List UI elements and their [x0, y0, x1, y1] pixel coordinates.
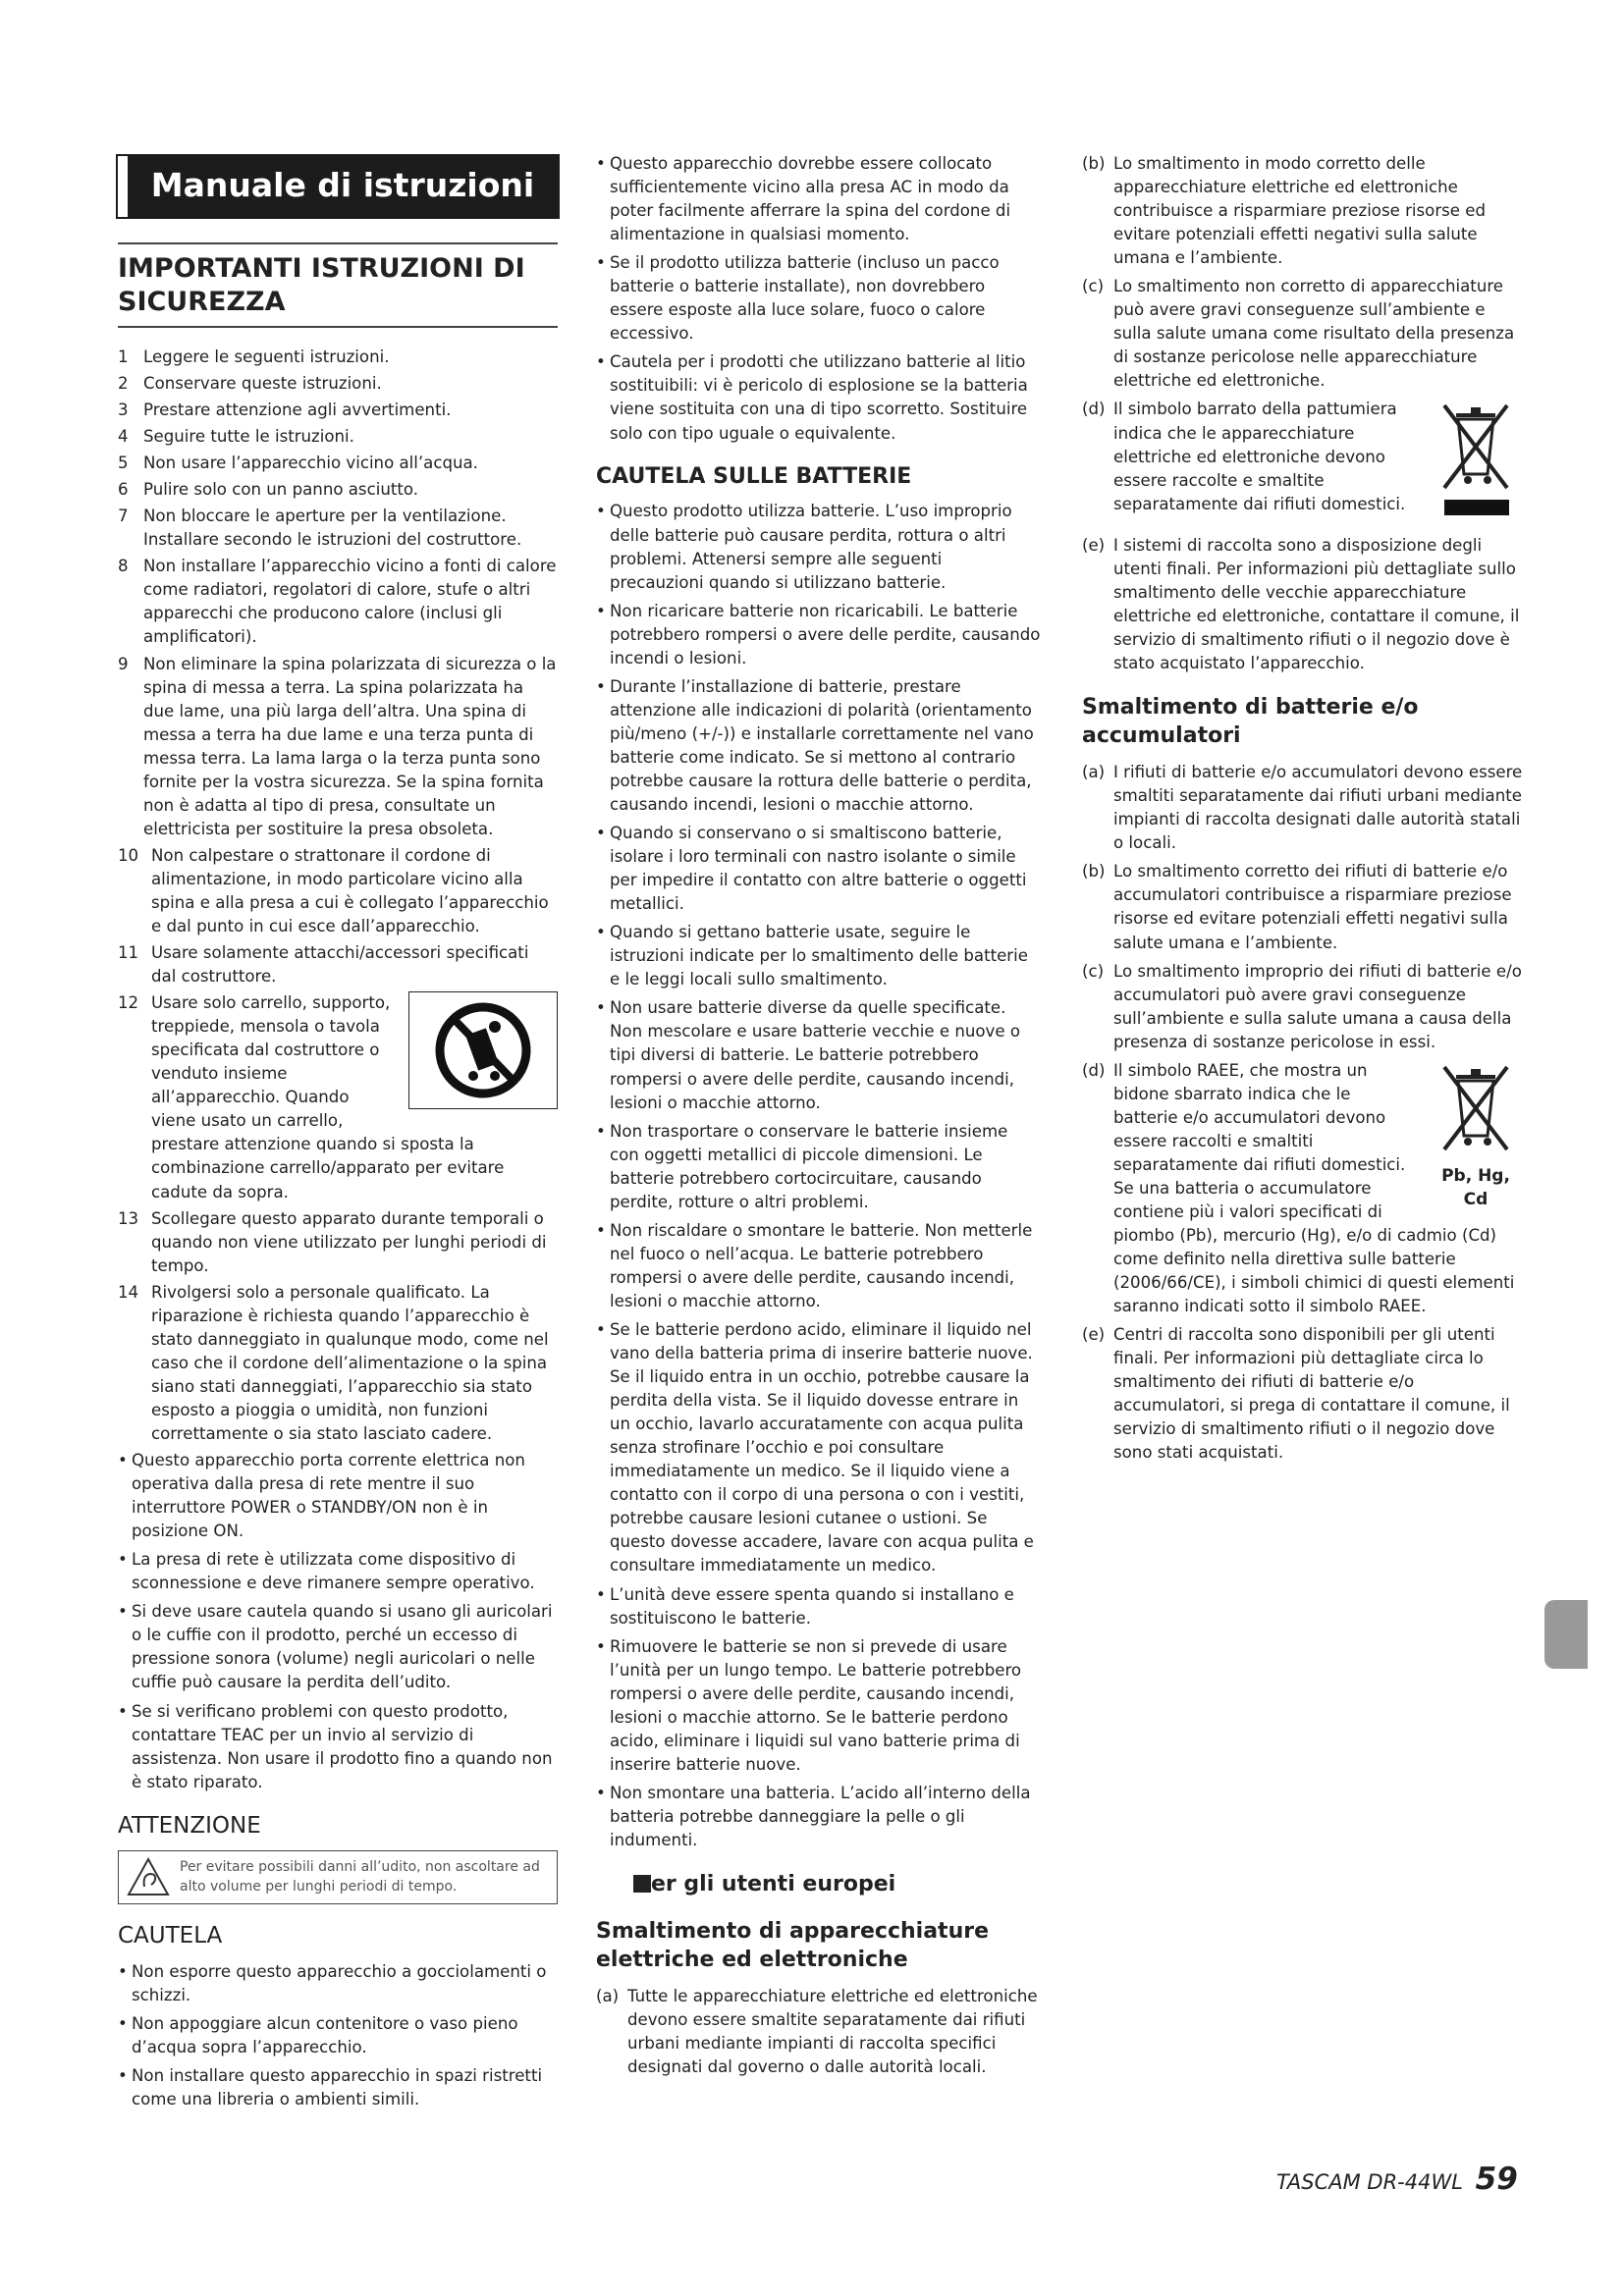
list-item: (b) Lo smaltimento corretto dei rifiuti di batterie e/o accumulatori contribuisce a risparmiare preziose risorse ed evitare potenziali effetti negativi sulla salute umana e l’ambiente. — [1082, 862, 1512, 952]
list-item: 8 Non installare l’apparecchio vicino a fonti di calore come radiatori, regolatori di calore, stufe o altri apparecchi che producono calore (inclusi gli amplificatori). — [118, 557, 557, 647]
list-item: (e) Centri di raccolta sono disponibili per gli utenti finali. Per informazioni più dettagliate circa lo smaltimento dei rifiuti di batterie e/o accumulatori, si prega di contattare il comune, il servizio di smaltimento rifiuti o il negozio dove sono stati acquistati. — [1082, 1325, 1510, 1463]
list-item: 3 Prestare attenzione agli avvertimenti. — [118, 400, 452, 420]
pb-hg-cd-label: Pb, Hg, Cd — [1441, 1165, 1510, 1210]
numbered-list — [118, 346, 558, 1446]
list-item: • Non esporre questo apparecchio a gocciolamenti o schizzi. — [118, 1961, 547, 2005]
smalt-app-heading: Smaltimento di apparecchiature elettriche ed elettroniche — [596, 1918, 989, 1973]
list-item: • Non installare questo apparecchio in spazi ristretti come una libreria o ambienti simili. — [118, 2066, 543, 2109]
list-item: (a) Tutte le apparecchiature elettriche ed elettroniche devono essere smaltite separatamente dai rifiuti urbani mediante impianti di raccolta specifici designati dal governo o dalle autorità locali. — [596, 1987, 1038, 2077]
list-item: • Quando si gettano batterie usate, seguire le istruzioni indicate per lo smaltimento delle batterie e le leggi locali sullo smaltimento. — [596, 923, 1028, 989]
list-item: • Questo apparecchio porta corrente elettrica non operativa dalla presa di rete mentre il suo interruttore POWER o STANDBY/ON non è in posizione ON. — [118, 1451, 525, 1541]
battery-list — [596, 500, 1041, 1852]
footer-brand: TASCAM DR-44WL — [1276, 2170, 1463, 2194]
batterie-heading: CAUTELA SULLE BATTERIE — [596, 463, 912, 489]
flag-icon — [633, 1875, 651, 1893]
list-item: (a) I rifiuti di batterie e/o accumulatori devono essere smaltiti separatamente dai rifiuti urbani mediante impianti di raccolta designati dalle autorità statali o locali. — [1082, 763, 1523, 853]
list-item: 4 Seguire tutte le istruzioni. — [118, 427, 354, 447]
europei-heading: er gli utenti europei — [633, 1870, 1041, 1899]
list-item: • La presa di rete è utilizzata come dispositivo di sconnessione e deve rimanere sempre operativo. — [118, 1550, 535, 1593]
list-item: 6 Pulire solo con un panno asciutto. — [118, 480, 418, 500]
attenzione-heading: ATTENZIONE — [118, 1812, 261, 1839]
weee-bin-icon — [1432, 398, 1520, 524]
list-item: (c) Lo smaltimento non corretto di apparecchiature può avere gravi conseguenze sull’ambiente e sulla salute umana come risultato della presenza di sostanze pericolose nelle apparecchiature elettriche ed elettroniche. — [1082, 277, 1515, 391]
list-item: 1 Leggere le seguenti istruzioni. — [118, 347, 390, 366]
list-item: • Questo prodotto utilizza batterie. L’uso improprio delle batterie può causare perdita, rottura o altri problemi. Attenersi sempre alle seguenti precauzioni quando si utilizzano batterie. — [596, 502, 1012, 592]
list-item: 11 Usare solamente attacchi/accessori specificati dal costruttore. — [118, 943, 529, 987]
list-item: • Non riscaldare o smontare le batterie. Non metterle nel fuoco o nell’acqua. Le batterie potrebbero rompersi o avere delle perdite, causando incendi, lesioni o macchie attorno. — [596, 1220, 1033, 1310]
list-item: • Si deve usare cautela quando si usano gli auricolari o le cuffie con il prodotto, perché un eccesso di pressione sonora (volume) negli auricolari o nelle cuffie può causare la perdita dell’udito. — [118, 1602, 553, 1692]
list-item: • Non ricaricare batterie non ricaricabili. Le batterie potrebbero rompersi o avere delle perdite, causando incendi o lesioni. — [596, 601, 1041, 667]
list-item: 9 Non eliminare la spina polarizzata di sicurezza o la spina di messa a terra. La spina polarizzata ha due lame, una più larga dell’altra. Una spina di messa a terra ha due lame e una terza punta di messa terra. La lama larga o la terza punta sono fornite per la vostra sicurezza. Se la spina fornita non è adatta al tipo di presa, consultate un elettricista per sostituire la presa obsoleta. — [118, 654, 557, 838]
list-item: • Quando si conservano o si smaltiscono batterie, isolare i loro terminali con nastro isolante o simile per impedire il contatto con altre batterie o oggetti metallici. — [596, 824, 1027, 914]
list-item: 14 Rivolgersi solo a personale qualificato. La riparazione è richiesta quando l’apparecchio è stato danneggiato in qualunque modo, come nel caso che il cordone dell’alimentazione o la spina siano stati danneggiati, l’apparecchio sia stato esposto a pioggia o umidità, non funzioni correttamente o sia stato lasciato cadere. — [118, 1282, 549, 1443]
weee-battery-bin-icon — [1432, 1059, 1520, 1212]
list-item: 7 Non bloccare le aperture per la ventilazione. Installare secondo le istruzioni del costruttore. — [118, 507, 522, 550]
list-item: 13 Scollegare questo apparato durante temporali o quando non viene utilizzato per lunghi periodi di tempo. — [118, 1208, 547, 1275]
page-number: 59 — [1475, 2162, 1518, 2197]
list-item: • Se il prodotto utilizza batterie (incluso un pacco batterie o batterie installate), non dovrebbero essere esposte alla luce solare, fuoco o calore eccessivo. — [596, 253, 1000, 344]
list-item: • Se si verificano problemi con questo prodotto, contattare TEAC per un invio al servizio di assistenza. Non usare il prodotto fino a quando non è stato riparato. — [118, 1701, 553, 1791]
list-item: (b) Lo smaltimento in modo corretto delle apparecchiature elettriche ed elettroniche contribuisce a risparmiare preziose risorse ed evitare potenziali effetti negativi sulla salute umana e l’ambiente. — [1082, 154, 1487, 268]
list-item: (c) Lo smaltimento improprio dei rifiuti di batterie e/o accumulatori può avere gravi conseguenze sull’ambiente e sulla salute umana a causa della presenza di sostanze pericolose in essi. — [1082, 961, 1522, 1051]
list-item: (d) Il simbolo barrato della pattumiera indica che le apparecchiature elettriche ed elettroniche devono essere raccolte e smaltite separatamente dai rifiuti domestici. — [1082, 398, 1524, 528]
list-item: • Non appoggiare alcun contenitore o vaso pieno d’acqua sopra l’apparecchio. — [118, 2014, 518, 2057]
hearing-warning-box: Per evitare possibili danni all’udito, non ascoltare ad alto volume per lunghi periodi di tempo. — [118, 1850, 558, 1904]
section-tab — [1544, 1600, 1588, 1669]
list-item: • Questo apparecchio dovrebbe essere collocato sufficientemente vicino alla presa AC in modo da poter facilmente afferrare la spina del cordone di alimentazione in qualsiasi momento. — [596, 154, 1011, 244]
list-item: 5 Non usare l’apparecchio vicino all’acqua. — [118, 454, 478, 473]
list-item: • L’unità deve essere spenta quando si installano e sostituiscono le batterie. — [596, 1584, 1014, 1628]
cautela-heading: CAUTELA — [118, 1922, 223, 1949]
hearing-warning-icon — [127, 1857, 170, 1896]
list-item: • Cautela per i prodotti che utilizzano batterie al litio sostituibili: vi è pericolo di esplosione se la batteria viene sostituita con una di tipo scorretto. Sostituire solo con tipo uguale o equivalente. — [596, 352, 1028, 443]
footer — [1276, 2162, 1518, 2197]
list-item: • Non smontare una batteria. L’acido all’interno della batteria potrebbe danneggiare la pelle o gli indumenti. — [596, 1783, 1031, 1849]
smalt-batt-heading: Smaltimento di batterie e/o accumulatori — [1082, 694, 1419, 749]
list-item: (e) I sistemi di raccolta sono a disposizione degli utenti finali. Per informazioni più dettagliate sullo smaltimento delle vecchie apparecchiature elettriche ed elettroniche, contattare il comune, il servizio di smaltimento rifiuti o il negozio dove è stato acquistato l’apparecchio. — [1082, 535, 1520, 672]
bullet-list — [118, 1449, 558, 1794]
list-item: • Non trasportare o conservare le batterie insieme con oggetti metallici di piccole dimensioni. Le batterie potrebbero cortocircuitare, causando perdite, rotture o altri problemi. — [596, 1121, 1008, 1211]
manual-title: Manuale di istruzioni — [118, 156, 558, 217]
list-item: (d) Pb, Hg, Cd Il simbolo RAEE, che mostra un bidone sbarrato indica che le batterie e/o accumulatori devono essere raccolti e smaltiti separatamente dai rifiuti domestici. Se una batteria o accumulatore contiene più i valori specificati di piombo (Pb), mercurio (Hg), e/o di cadmio (Cd) come definito nella direttiva sulle batterie (2006/66/CE), i simboli chimici di questi elementi saranno indicati sotto il simbolo RAEE. — [1082, 1059, 1524, 1319]
list-item: 10 Non calpestare o strattonare il cordone di alimentazione, in modo particolare vicino alla spina e alla presa a cui è collegato l’apparecchio e dal punto in cui esce dall’apparecchio. — [118, 845, 549, 936]
list-item: • Se le batterie perdono acido, eliminare il liquido nel vano della batteria prima di inserire batterie nuove. Se il liquido entra in un occhio, potrebbe causare la perdita della vista. Se il liquido dovesse entrare in un occhio, lavarlo accuratamente con acqua pulita senza strofinare l’occhio e poi consultare immediatamente un medico. Se il liquido viene a contatto con il corpo di una persona o con i vestiti, potrebbe causare lesioni cutanee o ustioni. Se questo dovesse accadere, lavare con acqua pulita e consultare immediatamente un medico. — [596, 1320, 1034, 1575]
safety-title: IMPORTANTI ISTRUZIONI DI SICUREZZA — [118, 242, 558, 328]
list-item: 12 Usare solo carrello, supporto, treppiede, mensola o tavola specificata dal costruttore o venduto insieme all’apparecchio. Quando viene usato un carrello, prestare attenzione quando si sposta la combinazione carrello/apparato per evitare cadute da sopra. — [118, 991, 558, 1203]
column-3 — [1082, 152, 1524, 1470]
list-item: • Durante l’installazione di batterie, prestare attenzione alle indicazioni di polarità (orientamento più/meno (+/-)) e installarle correttamente nel vano batterie come indicato. Se si mettono al contrario potrebbe causare la rottura delle batterie o perdita, causando incendi, lesioni o macchie attorno. — [596, 676, 1034, 815]
column-2 — [596, 152, 1041, 2084]
column-1 — [118, 152, 558, 2116]
list-item: • Non usare batterie diverse da quelle specificate. Non mescolare e usare batterie vecchie e nuove o tipi diversi di batterie. Le batterie potrebbero rompersi o avere delle perdite, causando incendi, lesioni o macchie attorno. — [596, 998, 1020, 1112]
cart-warning-icon — [408, 991, 558, 1109]
list-item: 2 Conservare queste istruzioni. — [118, 373, 382, 393]
list-item: • Rimuovere le batterie se non si prevede di usare l’unità per un lungo tempo. Le batterie potrebbero rompersi o avere delle perdite, causando incendi, lesioni o macchie attorno. Se le batterie perdono acido, eliminare i liquidi sul vano batterie prima di inserire batterie nuove. — [596, 1636, 1022, 1774]
